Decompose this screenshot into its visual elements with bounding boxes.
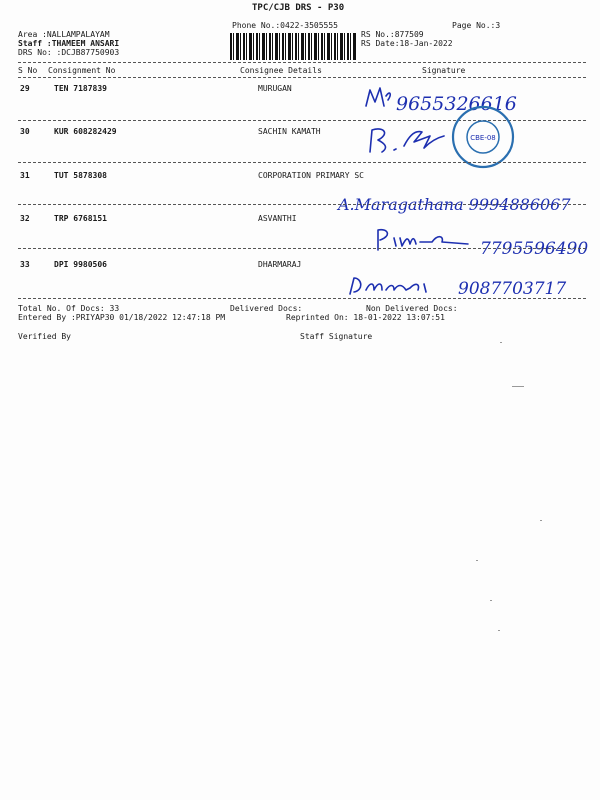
row-consignment: KUR 608282429 [54, 127, 117, 136]
staff-label: Staff :THAMEEM ANSARI [18, 39, 120, 48]
column-header-consignee: Consignee Details [240, 66, 322, 75]
row-consignment: DPI 9980506 [54, 260, 107, 269]
staff-signature: Staff Signature [300, 332, 373, 341]
column-header-consignment: Consignment No [48, 66, 116, 75]
svg-text:7795596490: 7795596490 [480, 239, 589, 259]
row-consignee: SACHIN KAMATH [258, 127, 321, 136]
rs-date: RS Date:18-Jan-2022 [361, 39, 453, 48]
document-title: TPC/CJB DRS - P30 [252, 3, 345, 13]
row-sno: 30 [20, 127, 30, 136]
column-header-signature: Signature [422, 66, 466, 75]
row-consignee: ASVANTHI [258, 214, 297, 223]
row-sno: 29 [20, 84, 30, 93]
phone-number: Phone No.:0422-3505555 [232, 21, 338, 30]
rs-number: RS No.:877509 [361, 30, 424, 39]
row-sno: 31 [20, 171, 30, 180]
handwritten-signature [336, 188, 600, 216]
row-consignment: TRP 6768151 [54, 214, 107, 223]
page-number: Page No.:3 [452, 21, 501, 30]
scan-speck [512, 386, 524, 387]
scan-speck [498, 630, 500, 631]
verified-by: Verified By [18, 332, 71, 341]
scan-speck [500, 342, 502, 343]
svg-text:9655326616: 9655326616 [396, 93, 517, 115]
non-delivered-docs: Non Delivered Docs: [366, 304, 458, 313]
drs-number: DRS No: :DCJB87750903 [18, 48, 120, 57]
divider [18, 62, 586, 63]
divider [18, 162, 586, 163]
row-consignment: TUT 5878308 [54, 171, 107, 180]
row-sno: 33 [20, 260, 30, 269]
divider [18, 298, 586, 299]
company-stamp [441, 104, 525, 170]
barcode-image [230, 33, 356, 60]
reprinted-on: Reprinted On: 18-01-2022 13:07:51 [286, 313, 445, 322]
svg-text:A.Maragathana 9994886067: A.Maragathana 9994886067 [338, 195, 571, 214]
row-consignment: TEN 7187839 [54, 84, 107, 93]
divider [18, 77, 586, 78]
column-header-sno: S No [18, 66, 38, 75]
row-consignee: DHARMARAJ [258, 260, 302, 269]
delivered-docs: Delivered Docs: [230, 304, 303, 313]
row-consignee: CORPORATION PRIMARY SC [258, 171, 364, 180]
divider [18, 204, 586, 205]
total-docs: Total No. Of Docs: 33 [18, 304, 120, 313]
handwritten-signature [372, 224, 598, 260]
area-label: Area :NALLAMPALAYAM [18, 30, 110, 39]
row-sno: 32 [20, 214, 30, 223]
scan-speck [476, 560, 478, 561]
svg-text:CBE-08: CBE-08 [470, 134, 496, 142]
scan-speck [490, 600, 492, 601]
svg-text:9087703717: 9087703717 [458, 279, 567, 299]
entered-by: Entered By :PRIYAP30 01/18/2022 12:47:18 PM [18, 313, 226, 322]
row-consignee: MURUGAN [258, 84, 292, 93]
scan-speck [540, 520, 542, 521]
divider [18, 248, 586, 249]
